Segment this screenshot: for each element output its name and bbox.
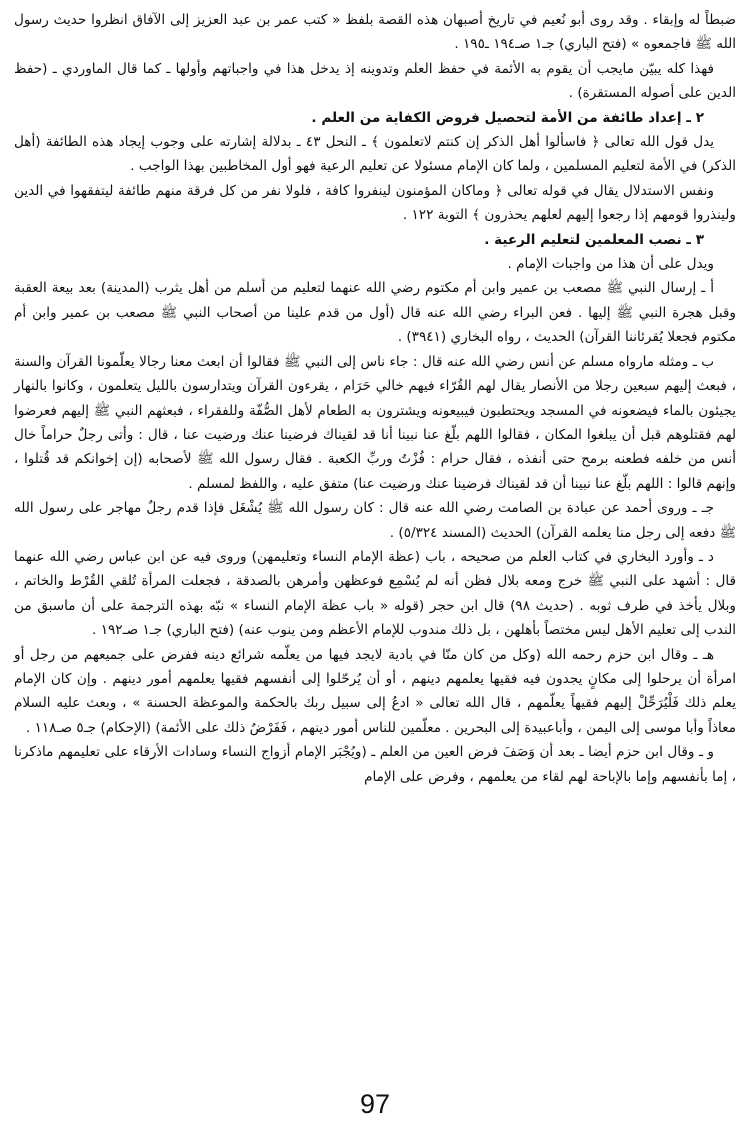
paragraph: د ـ وأورد البخاري في كتاب العلم من صحيحه ، باب (عظة الإمام النساء وتعليمهن) وروى فيه عن ابن عباس رضي الله عنهما قال : أشهد على النبي ﷺ خرج ومعه بلال فظن أنه لم يُسْمِع فوعظهن وأمرهن بالصدقة ، فجعلت المرأة تُلقي القُرْط والخاتم ، وبلال يأخذ في طرف ثوبه . (حديث ٩٨) قال ابن حجر (قوله « باب عظة الإمام النساء » نبّه بهذه الترجمة على أن ماسبق من الندب إلى تعليم الأهل ليس مختصاً بأهلهن ، بل ذلك مندوب للإمام الأعظم ومن ينوب عنه) (فتح الباري) جـ١ صـ١٩٢ . <box>14 548 736 639</box>
document-page <box>14 8 736 1078</box>
paragraph: ب ـ ومثله مارواه مسلم عن أنس رضي الله عنه قال : جاء ناس إلى النبي ﷺ فقالوا أن ابعث معنا رجالا يعلّمونا القرآن والسنة ، فبعث إليهم سبعين رجلا من الأنصار يقال لهم القُرّاء فيهم خالي حَرَام ، يقرءون القرآن ويتدارسون بالليل يتعلمون ، وكانوا بالنهار يجيئون بالماء فيضعونه في المسجد ويحتطبون فيبيعونه ويشترون به الطعام لأهل الصُّفّة وللفقراء ، فبعثهم النبي ﷺ إليهم فعرضوا لهم فقتلوهم قبل أن يبلغوا المكان ، فقالوا اللهم بلّغ عنا نبينا أنا قد لقيناك فرضينا عنك ورضيت عنا ، قال : وأتى رجلٌ حراماً خال أنس من خلفه فطعنه برمح حتى أنفذه ، فقال حرام : فُزْتُ وربِّ الكعبة . فقال رسول الله ﷺ لأصحابه (إن إخوانكم قد قُتلوا ، وإنهم قالوا : اللهم بلّغ عنا نبينا أن قد لقيناك فرضينا عنك ورضيت عنا) متفق عليه ، واللفظ لمسلم . <box>14 353 736 492</box>
page-number: 97 <box>359 1089 391 1119</box>
paragraph: أ ـ إرسال النبي ﷺ مصعب بن عمير وابن أم مكتوم رضي الله عنهما لتعليم من أسلم من أهل يثرب (المدينة) بعد بيعة العقبة وقبل هجرة النبي ﷺ إليها . فعن البراء رضي الله عنه قال (أول من قدم علينا من أصحاب النبي ﷺ مصعب بن عمير وابن أم مكتوم فجعلا يُقرئاننا القرآن) الحديث ، رواه البخاري (٣٩٤١) . <box>14 280 736 346</box>
paragraph: هـ ـ وقال ابن حزم رحمه الله (وكل من كان منّا في بادية لايجد فيها من يعلّمه شرائع دينه ففرض على جميعهم من رجل أو امرأة أن يرحلوا إلى مكانٍ يجدون فيه فقيها يعلمهم دينهم ، أو أن يُرحّلوا إلى أنفسهم فقيها يعلمهم أمور دينهم . وإن كان الإمام يعلم ذلك فَلْيُرَحِّلْ إليهم فقيهاً يعلّمهم ، قال الله تعالى « ادعُ إلى سبيل ربك بالحكمة والموعظة الحسنة » ، وبعث عليه السلام معاذاً وأبا موسى إلى اليمن ، وأباعبيدة إلى البحرين . معلّمين للناس أمور دينهم ، فَفَرْضٌ ذلك على الأئمة) (الإحكام) جـ٥ صـ١١٨ . <box>14 646 736 736</box>
paragraph: يدل قول الله تعالى ﴿ فاسألوا أهل الذكر إن كنتم لاتعلمون ﴾ ـ النحل ٤٣ ـ بدلالة إشارته على وجوب إيجاد هذه الطائفة (أهل الذكر) في الأمة لتعليم المسلمين ، ولما كان الإمام مسئولا عن تعليم الرعية فهو أول المخاطبين بهذا الواجب . <box>14 134 736 175</box>
paragraph: ضبطاً له وإبقاء . وقد روى أبو نُعيم في تاريخ أصبهان هذه القصة بلفظ « كتب عمر بن عبد العزيز إلى الآفاق انظروا حديث رسول الله ﷺ فاجمعوه » (فتح الباري) جـ١ صـ١٩٤ ـ١٩٥ . <box>14 12 736 53</box>
paragraph: ونفس الاستدلال يقال في قوله تعالى ﴿ وماكان المؤمنون لينفروا كافة ، فلولا نفر من كل فرقة منهم طائفة ليتفقهوا في الدين ولينذروا قومهم إذا رجعوا إليهم لعلهم يحذرون ﴾ التوبة ١٢٢ . <box>14 182 736 224</box>
paragraph: ويدل على أن هذا من واجبات الإمام . <box>507 256 714 273</box>
paragraph: و ـ وقال ابن حزم أيضا ـ بعد أن وَصَفَ فرض العين من العلم ـ (ويُجْبَر الإمام أزواج النساء وسادات الأرقاء على تعليمهم ماذكرنا ، إما بأنفسهم وإما بالإباحة لهم لقاء من يعلمهم ، وفرض على الإمام <box>14 744 736 785</box>
section-heading: ٣ ـ نصب المعلمين لتعليم الرعية . <box>484 231 704 248</box>
section-heading: ٢ ـ إعداد طائفة من الأمة لتحصيل فروض الكفاية من العلم . <box>311 109 704 126</box>
paragraph: فهذا كله يبيّن مايجب أن يقوم به الأئمة في حفظ العلم وتدوينه إذ يدخل هذا في واجباتهم وأولها ـ كما قال الماوردي ـ (حفظ الدين على أصوله المستقرة) . <box>14 60 736 102</box>
paragraph: جـ ـ وروى أحمد عن عبادة بن الصامت رضي الله عنه قال : كان رسول الله ﷺ يُشْغَل فإذا قدم رجلٌ مهاجر على رسول الله ﷺ دفعه إلى رجل منا يعلمه القرآن) الحديث (المسند ٥/٣٢٤) . <box>14 500 736 541</box>
